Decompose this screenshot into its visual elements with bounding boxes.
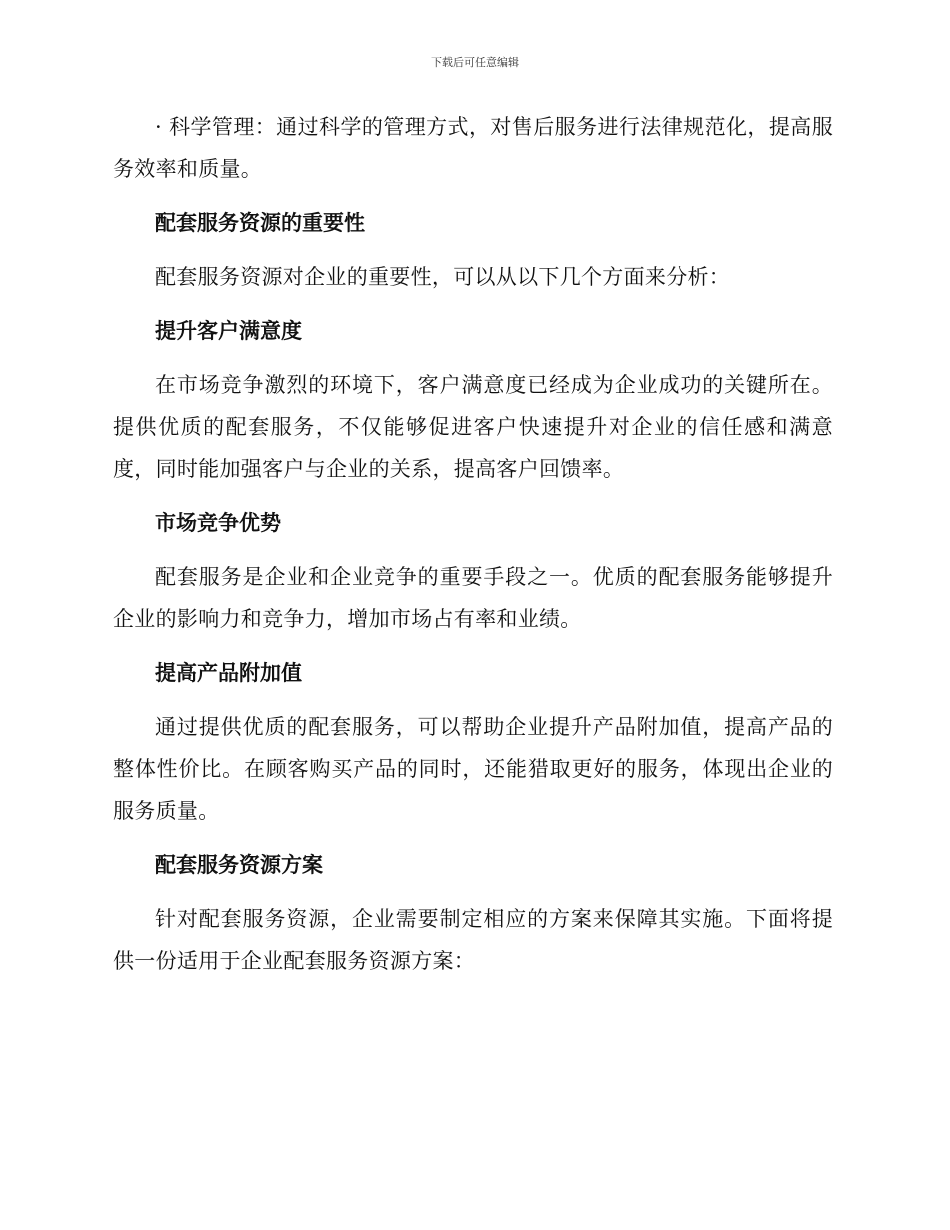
document-body: [113, 106, 833, 982]
paragraph-added-value: 通过提供优质的配套服务，可以帮助企业提升产品附加值，提高产品的整体性价比。在顾客购买产品的同时，还能猎取更好的服务，体现出企业的服务质量。: [113, 715, 833, 823]
heading-resource-plan: 配套服务资源方案: [155, 853, 323, 877]
heading-customer-satisfaction: 提升客户满意度: [155, 319, 302, 343]
heading-competitive-advantage: 市场竞争优势: [155, 511, 281, 535]
paragraph-customer-satisfaction: 在市场竞争激烈的环境下，客户满意度已经成为企业成功的关键所在。提供优质的配套服务，不仅能够促进客户快速提升对企业的信任感和满意度，同时能加强客户与企业的关系，提高客户回馈率。: [113, 373, 833, 481]
heading-importance: 配套服务资源的重要性: [155, 211, 365, 235]
heading-added-value: 提高产品附加值: [155, 661, 302, 685]
page-header: 下载后可任意编辑: [431, 56, 519, 69]
paragraph-importance-intro: 配套服务资源对企业的重要性，可以从以下几个方面来分析：: [155, 265, 731, 289]
paragraph-competitive-advantage: 配套服务是企业和企业竞争的重要手段之一。优质的配套服务能够提升企业的影响力和竞争力，增加市场占有率和业绩。: [113, 565, 833, 631]
paragraph-scientific-management: · 科学管理：通过科学的管理方式，对售后服务进行法律规范化，提高服务效率和质量。: [113, 115, 833, 181]
paragraph-resource-plan: 针对配套服务资源，企业需要制定相应的方案来保障其实施。下面将提供一份适用于企业配套服务资源方案：: [113, 907, 833, 973]
